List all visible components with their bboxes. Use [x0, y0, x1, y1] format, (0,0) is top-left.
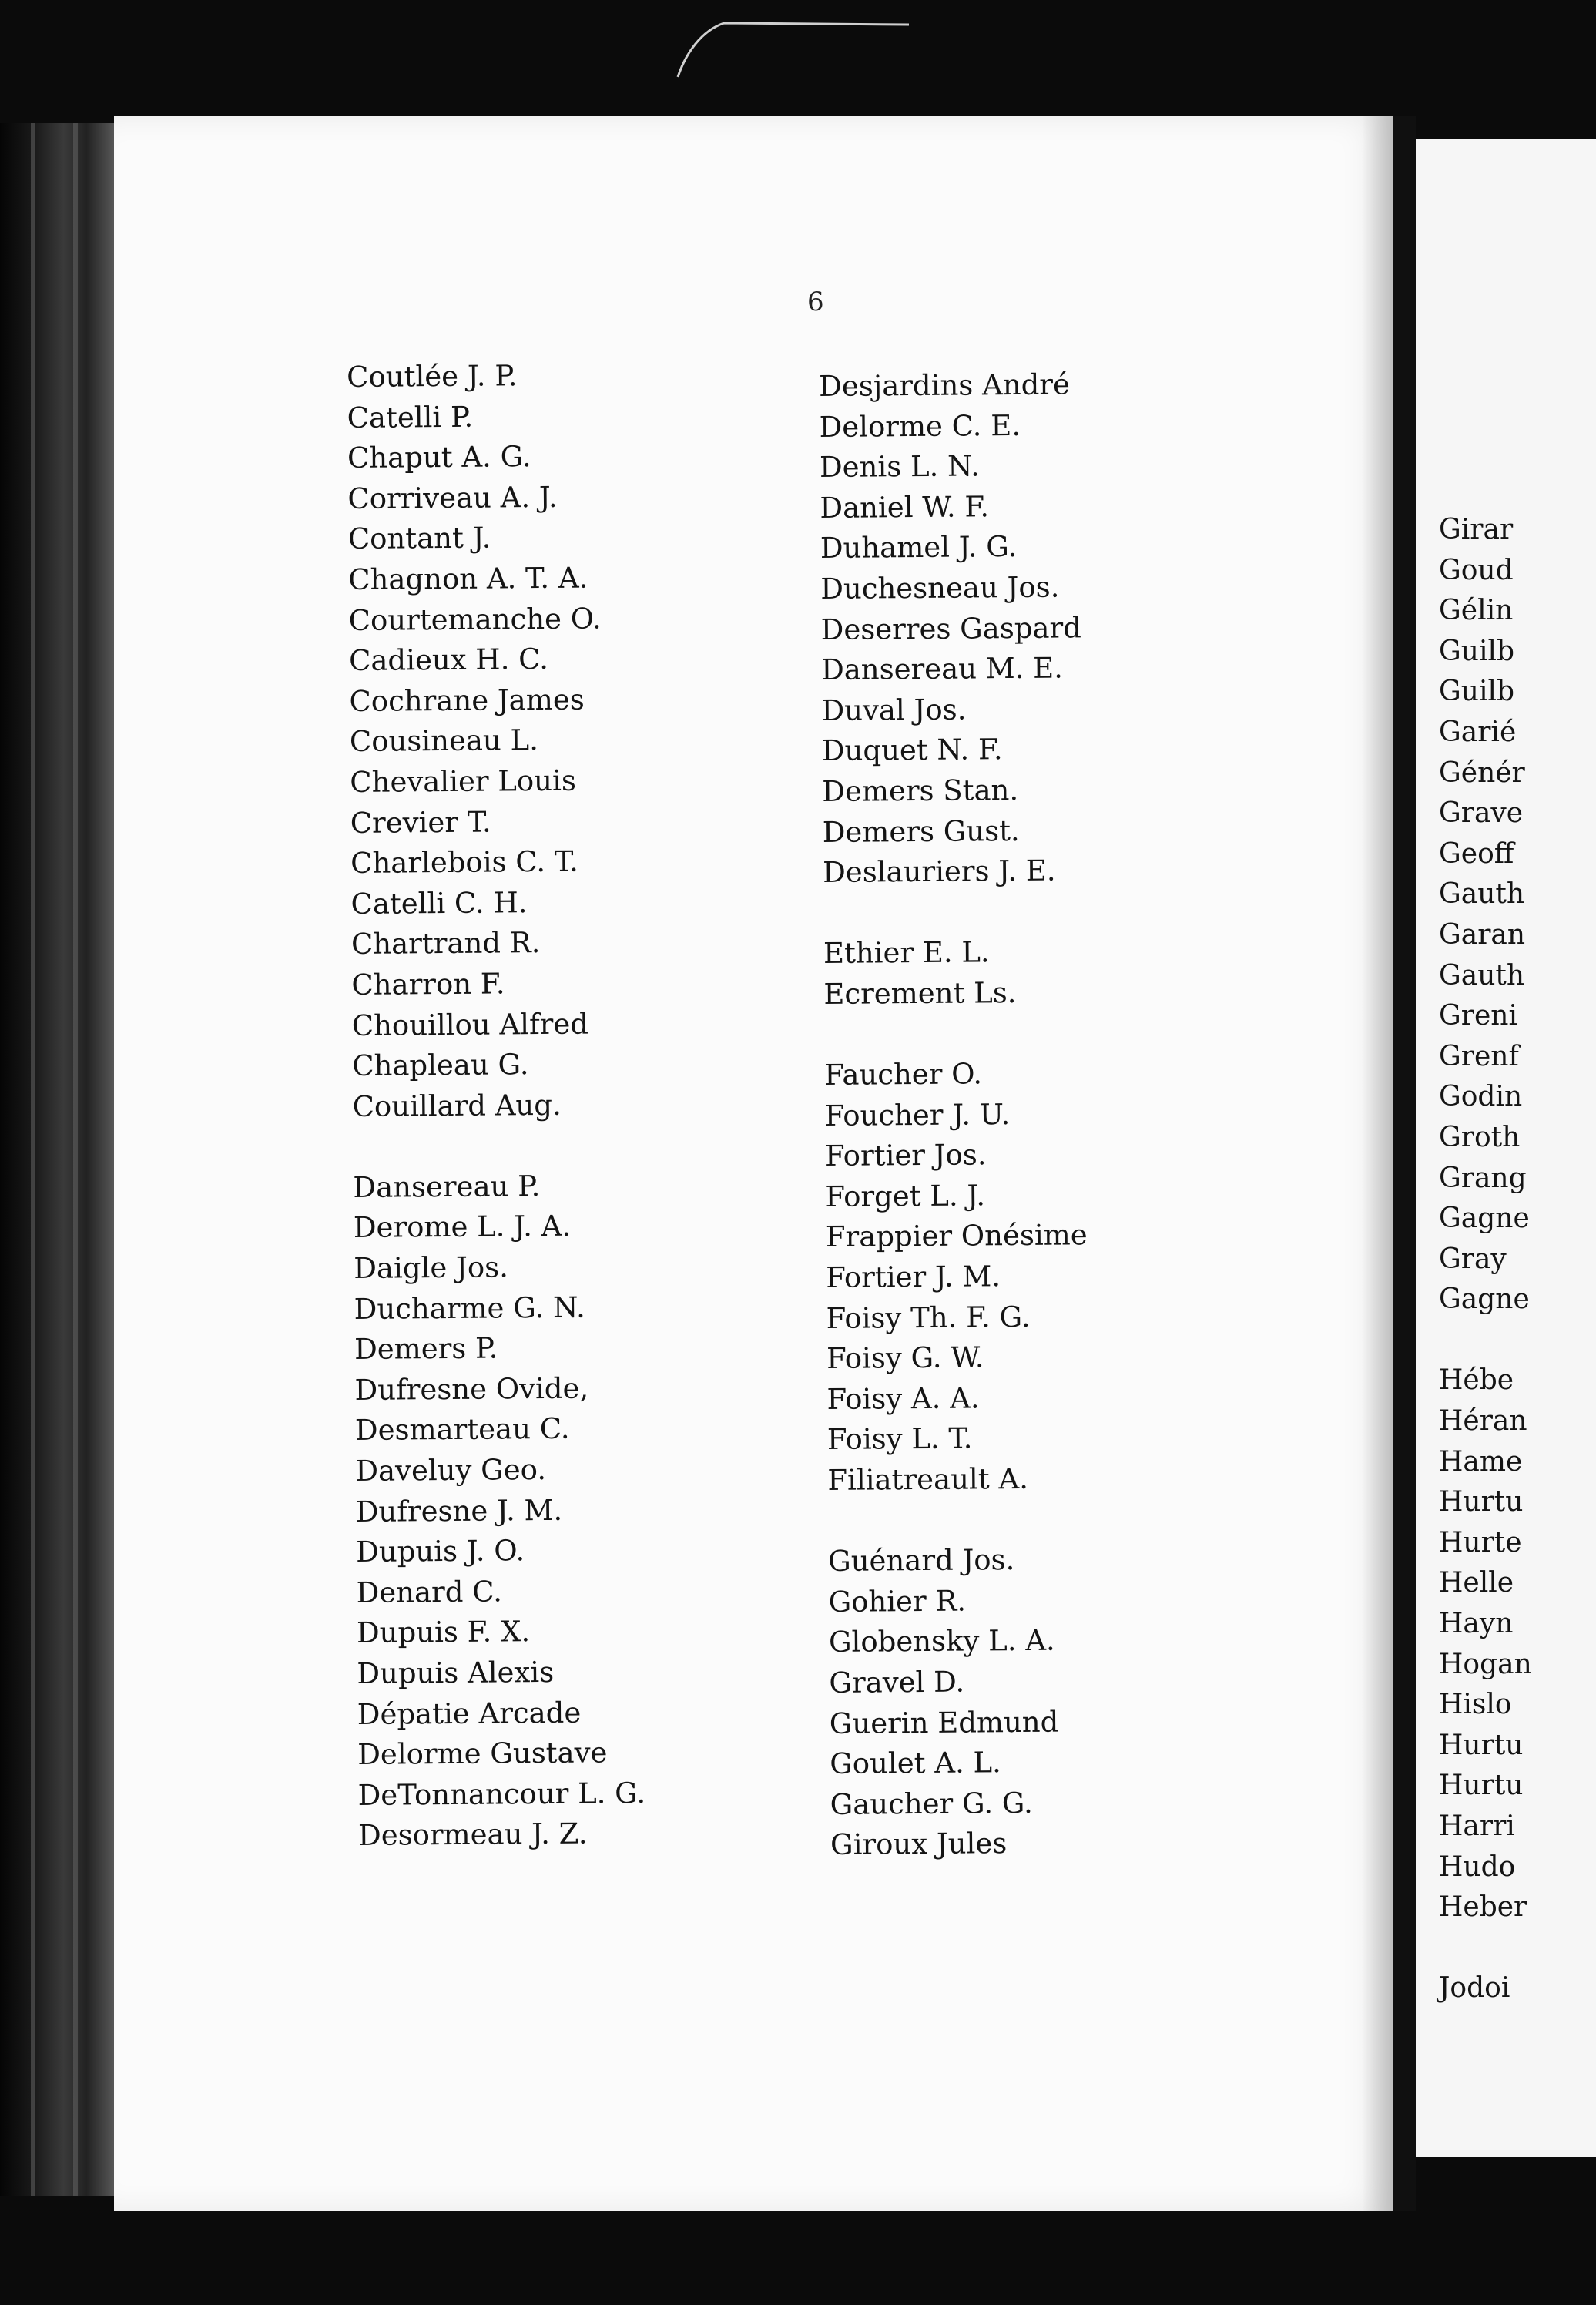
name-column-1: [347, 355, 646, 1857]
name-entry: Daveluy Geo.: [355, 1453, 547, 1488]
name-entry: Deserres Gaspard: [820, 610, 1082, 646]
name-entry: Crevier T.: [350, 805, 491, 840]
name-entry: Génér: [1439, 757, 1525, 789]
name-entry: Desjardins André: [819, 367, 1071, 403]
name-entry: Ethier E. L.: [823, 935, 990, 971]
name-entry: Chaput A. G.: [347, 440, 531, 475]
name-entry: Greni: [1439, 1000, 1517, 1032]
name-entry: Dufresne Ovide,: [354, 1371, 589, 1407]
name-entry: Hurtu: [1439, 1770, 1524, 1802]
name-entry: Contant J.: [347, 521, 491, 556]
name-entry: Heber: [1439, 1891, 1527, 1924]
name-column-3: [1439, 510, 1532, 2009]
section-gap: [824, 1013, 1086, 1055]
name-entry: Dupuis F. X.: [356, 1615, 531, 1650]
name-entry: Gagne: [1439, 1283, 1530, 1316]
name-entry: Couillard Aug.: [352, 1088, 562, 1123]
name-entry: Jodoi: [1439, 1972, 1510, 2005]
name-entry: Chagnon A. T. A.: [348, 561, 588, 596]
name-entry: Duhamel J. G.: [820, 530, 1018, 565]
name-entry: Globensky L. A.: [828, 1624, 1055, 1659]
name-entry: Derome L. J. A.: [353, 1210, 572, 1245]
name-entry: Fortier J. M.: [826, 1260, 1001, 1295]
name-entry: Hurtu: [1439, 1486, 1524, 1518]
name-entry: Delorme C. E.: [819, 408, 1021, 444]
name-entry: Hislo: [1439, 1689, 1512, 1721]
name-entry: Cochrane James: [349, 683, 585, 718]
name-entry: Goulet A. L.: [830, 1746, 1002, 1781]
name-entry: Hébe: [1439, 1364, 1514, 1397]
name-entry: Ducharme G. N.: [354, 1290, 585, 1326]
name-entry: Guerin Edmund: [829, 1705, 1059, 1740]
name-entry: Hame: [1439, 1445, 1523, 1478]
name-entry: Gauth: [1439, 959, 1525, 991]
name-entry: Groth: [1439, 1121, 1521, 1153]
section-gap: [823, 891, 1085, 934]
name-entry: Chouillou Alfred: [351, 1007, 589, 1042]
name-entry: Dansereau P.: [353, 1169, 541, 1204]
name-entry: Grenf: [1439, 1040, 1519, 1072]
name-entry: Hogan: [1439, 1648, 1532, 1680]
name-entry: Charron F.: [351, 967, 505, 1002]
name-entry: Desmarteau C.: [354, 1412, 570, 1448]
name-entry: Hayn: [1439, 1608, 1514, 1640]
name-entry: Dépatie Arcade: [357, 1696, 582, 1731]
book-spine-edge: [0, 123, 116, 2196]
name-entry: Corriveau A. J.: [347, 480, 558, 515]
name-entry: Catelli C. H.: [350, 885, 528, 921]
name-entry: Denis L. N.: [819, 449, 981, 485]
page-gutter: [1393, 116, 1416, 2211]
adjacent-page: [1416, 139, 1596, 2157]
name-entry: Hudo: [1439, 1850, 1516, 1883]
section-gap: [353, 1125, 641, 1168]
name-column-2: [819, 364, 1092, 1866]
name-entry: Goud: [1439, 554, 1514, 586]
name-entry: Guénard Jos.: [828, 1543, 1015, 1579]
name-entry: Delorme Gustave: [357, 1736, 608, 1772]
name-entry: Dupuis Alexis: [357, 1655, 555, 1690]
name-entry: Foisy Th. F. G.: [826, 1300, 1031, 1335]
name-entry: Helle: [1439, 1567, 1514, 1599]
name-entry: Dansereau M. E.: [820, 651, 1064, 687]
name-entry: Desormeau J. Z.: [357, 1817, 588, 1853]
name-entry: Denard C.: [356, 1575, 503, 1609]
name-entry: Chevalier Louis: [350, 763, 577, 799]
name-entry: Filiatreault A.: [827, 1461, 1029, 1497]
name-entry: Fortier Jos.: [824, 1138, 987, 1173]
name-entry: Daniel W. F.: [820, 490, 990, 525]
page-number: 6: [807, 287, 824, 317]
name-entry: Duquet N. F.: [821, 733, 1003, 768]
name-entry: Duchesneau Jos.: [820, 570, 1060, 606]
name-entry: Catelli P.: [347, 400, 474, 434]
name-entry: Demers P.: [354, 1331, 498, 1367]
name-entry: Guilb: [1439, 676, 1515, 708]
name-entry: Duval Jos.: [821, 693, 967, 727]
name-entry: Foisy A. A.: [826, 1381, 980, 1416]
name-entry: DeTonnancour L. G.: [357, 1776, 646, 1812]
section-gap: [1439, 1928, 1532, 1969]
scanned-page: [114, 116, 1393, 2211]
name-entry: Harri: [1439, 1810, 1515, 1842]
name-entry: Garan: [1439, 918, 1526, 951]
name-entry: Forget L. J.: [825, 1179, 986, 1213]
name-entry: Chapleau G.: [352, 1048, 529, 1083]
name-entry: Cousineau L.: [349, 723, 539, 759]
section-gap: [1439, 1320, 1532, 1361]
name-entry: Grave: [1439, 797, 1524, 830]
name-entry: Gray: [1439, 1243, 1507, 1275]
name-entry: Courtemanche O.: [348, 601, 602, 637]
name-entry: Giroux Jules: [830, 1827, 1008, 1862]
name-entry: Godin: [1439, 1081, 1523, 1113]
name-entry: Gauth: [1439, 878, 1525, 911]
name-entry: Foisy G. W.: [826, 1340, 984, 1376]
name-entry: Gohier R.: [828, 1584, 967, 1619]
name-entry: Héran: [1439, 1405, 1527, 1438]
name-entry: Faucher O.: [824, 1057, 983, 1092]
name-entry: Hurte: [1439, 1526, 1522, 1558]
name-entry: Coutlée J. P.: [347, 359, 518, 394]
name-entry: Hurtu: [1439, 1729, 1524, 1761]
name-entry: Daigle Jos.: [354, 1250, 509, 1286]
name-entry: Demers Gust.: [822, 814, 1020, 849]
name-entry: Gélin: [1439, 595, 1514, 627]
name-entry: Gaucher G. G.: [830, 1786, 1033, 1821]
name-entry: Cadieux H. C.: [348, 643, 549, 678]
name-entry: Girar: [1439, 514, 1514, 545]
section-gap: [828, 1499, 1090, 1542]
name-entry: Dupuis J. O.: [356, 1534, 525, 1569]
name-entry: Demers Stan.: [822, 773, 1019, 808]
name-entry: Ecrement Ls.: [823, 975, 1017, 1011]
name-entry: Deslauriers J. E.: [822, 854, 1056, 890]
name-entry: Foucher J. U.: [824, 1097, 1011, 1132]
name-entry: Grang: [1439, 1162, 1527, 1194]
pencil-mark: [662, 8, 924, 85]
name-entry: Dufresne J. M.: [355, 1493, 563, 1528]
name-entry: Geoff: [1439, 837, 1514, 870]
name-entry: Guilb: [1439, 635, 1515, 667]
name-entry: Charlebois C. T.: [350, 844, 579, 881]
name-entry: Chartrand R.: [350, 926, 541, 961]
name-entry: Foisy L. T.: [826, 1421, 973, 1457]
name-entry: Gravel D.: [829, 1665, 965, 1699]
name-entry: Garié: [1439, 716, 1517, 748]
name-entry: Gagne: [1439, 1203, 1530, 1235]
name-entry: Frappier Onésime: [825, 1218, 1088, 1254]
